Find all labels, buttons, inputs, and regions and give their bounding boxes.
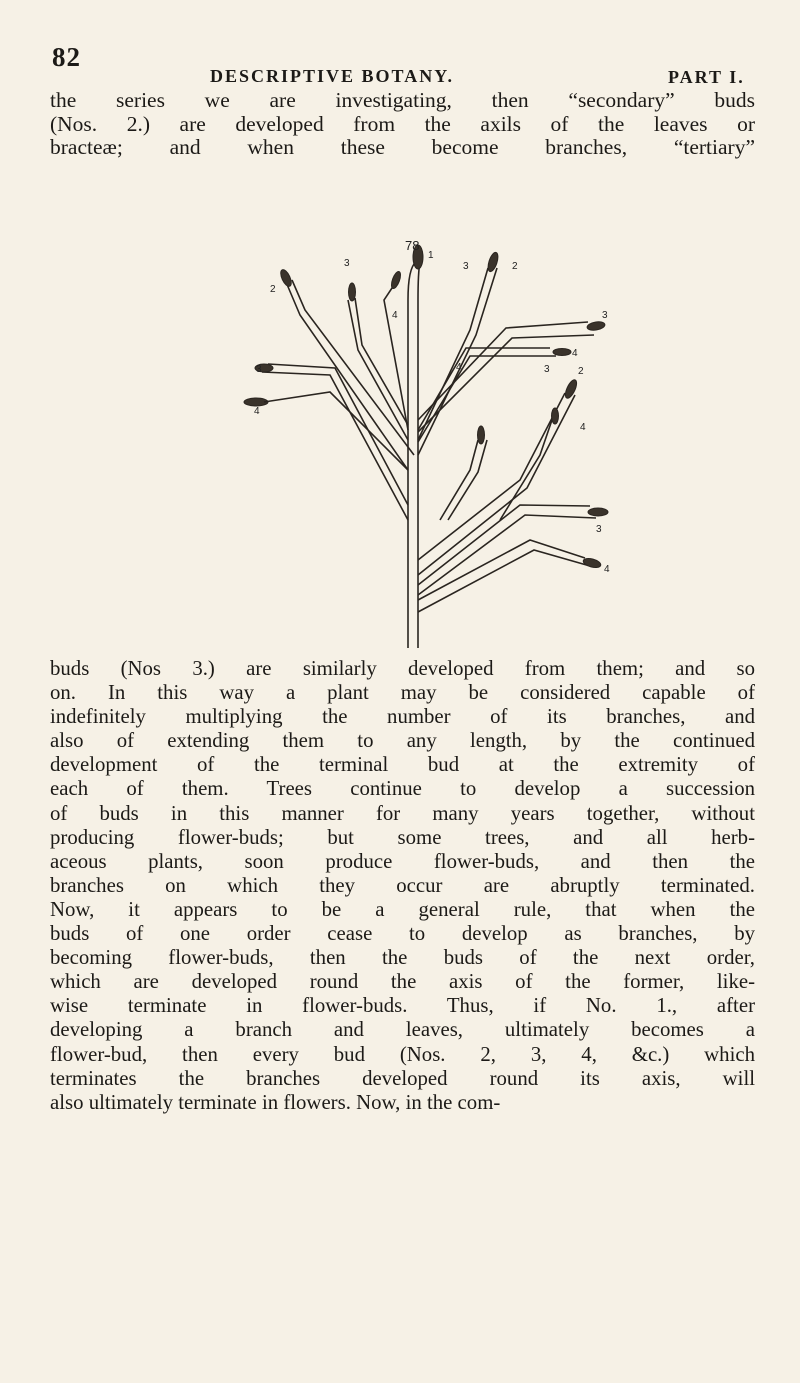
- branching-diagram-figure: [0, 234, 800, 654]
- page-number: 82: [52, 42, 81, 72]
- text-line: (Nos. 2.) are developed from the axils of the leaves or: [50, 112, 755, 136]
- text-line: becoming flower-buds, then the buds of the next order,: [50, 946, 755, 970]
- bud-label: 3: [596, 524, 602, 535]
- right-lower-branch: [418, 393, 565, 560]
- bud-label: 2: [270, 284, 276, 295]
- bud: [390, 270, 403, 289]
- text-line: indefinitely multiplying the number of its branches, and: [50, 705, 755, 729]
- bud-label: 1: [428, 250, 434, 261]
- text-line: flower-bud, then every bud (Nos. 2, 3, 4, &c.) which: [50, 1042, 755, 1066]
- right-upper-branch: [418, 268, 488, 440]
- bud: [349, 283, 356, 301]
- bud: [582, 557, 601, 569]
- bud-label: 4: [392, 310, 398, 321]
- bud-label: 3: [544, 364, 550, 375]
- left-lower-branch: [262, 372, 408, 520]
- part-label: PART I.: [668, 67, 745, 87]
- text-line: also of extending them to any length, by the continued: [50, 729, 755, 753]
- text-line: branches on which they occur are abruptly terminated.: [50, 873, 755, 897]
- text-line: of buds in this manner for many years together, without: [50, 801, 755, 825]
- text-line: Now, it appears to be a general rule, that when the: [50, 897, 755, 921]
- bud-label: 4: [254, 406, 260, 417]
- figure-number: 78: [405, 238, 420, 253]
- text-line: buds (Nos 3.) are similarly developed from them; and so: [50, 657, 755, 680]
- bud: [553, 349, 571, 356]
- text-line: development of the terminal bud at the extremity of: [50, 753, 755, 777]
- bud-label: 3: [602, 310, 608, 321]
- text-line: each of them. Trees continue to develop a succession: [50, 777, 755, 801]
- bud-label: 2: [512, 261, 518, 272]
- bud-label: 3: [344, 258, 350, 269]
- bud: [486, 251, 500, 272]
- bud-label: 3: [256, 364, 262, 375]
- main-axis-stem: [408, 262, 416, 648]
- bud-label: 4: [572, 348, 578, 359]
- text-line: terminates the branches developed round its axis, will: [50, 1066, 755, 1090]
- bud-label: 3: [463, 261, 469, 272]
- text-line: on. In this way a plant may be considered capable of: [50, 681, 755, 705]
- bud: [279, 268, 294, 288]
- text-line: also ultimately terminate in flowers. Now, in the com-: [50, 1090, 501, 1114]
- text-line: buds of one order cease to develop as branches, by: [50, 922, 755, 946]
- running-head: DESCRIPTIVE BOTANY.: [210, 66, 455, 86]
- text-line: producing flower-buds; but some trees, and all herb-: [50, 825, 755, 849]
- bud-label: 4: [580, 422, 586, 433]
- text-line: wise terminate in flower-buds. Thus, if No. 1., after: [50, 994, 755, 1018]
- bud: [552, 408, 559, 424]
- text-line: developing a branch and leaves, ultimately becomes a: [50, 1018, 755, 1042]
- text-line: bracteæ; and when these become branches, “tertiary”: [50, 136, 755, 160]
- top-paragraph: [50, 89, 755, 160]
- text-line: aceous plants, soon produce flower-buds, and then the: [50, 849, 755, 873]
- bud: [586, 320, 605, 331]
- text-line: which are developed round the axis of the former, like-: [50, 970, 755, 994]
- main-paragraph: [50, 657, 755, 1115]
- text-line: the series we are investigating, then “secondary” buds: [50, 89, 755, 112]
- bud: [563, 378, 579, 400]
- bud-label: 2: [578, 366, 584, 377]
- bud: [588, 508, 608, 516]
- bud: [478, 426, 485, 444]
- bud-label: 4: [604, 564, 610, 575]
- bud-label: 4: [456, 362, 462, 373]
